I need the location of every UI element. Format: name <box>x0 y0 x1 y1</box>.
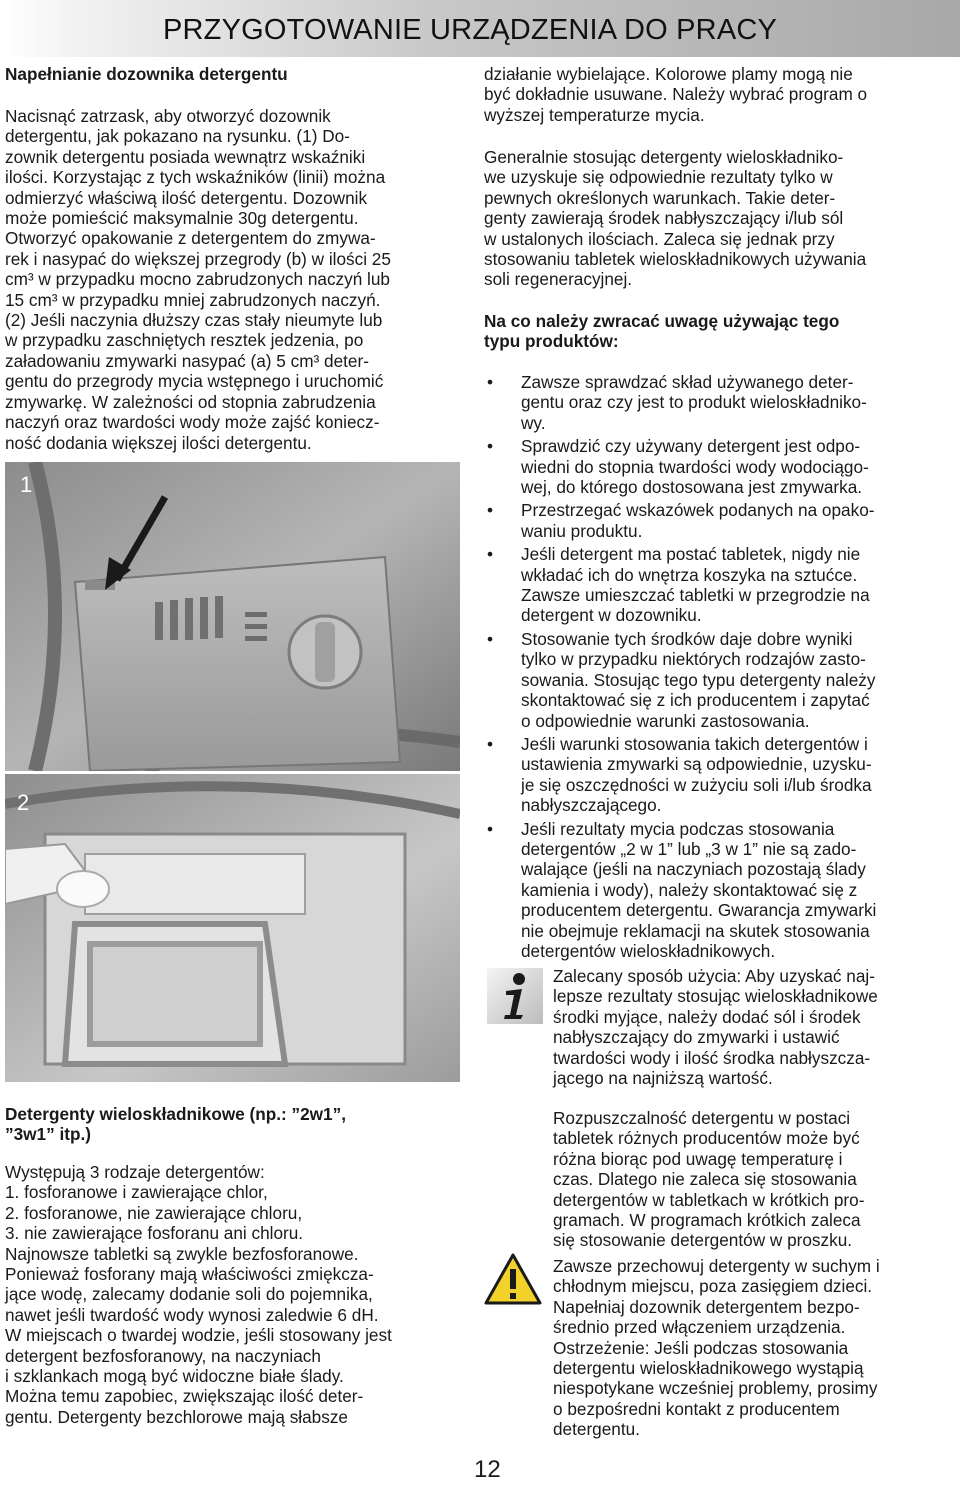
filling-paragraph <box>5 106 460 453</box>
bullet-text-line: sowania. Stosując tego typu detergenty należy <box>521 669 876 690</box>
text-line: Można temu zapobiec, zwiększając ilość deter- <box>5 1386 364 1407</box>
text-line: załadowaniu zmywarki nasypać (a) 5 cm³ deter- <box>5 350 369 371</box>
general-paragraph <box>484 147 944 290</box>
bullet-text-line: Stosowanie tych środków daje dobre wyniki <box>521 628 853 649</box>
text-line: detergentów w tabletkach w krótkich pro- <box>553 1189 865 1210</box>
figure-1-dispenser-photo <box>5 462 460 771</box>
text-line: średnio przed włączeniem urządzenia. <box>553 1317 846 1338</box>
text-line: naczyń oraz twardości wody może zajść koniecz- <box>5 412 380 433</box>
bullet-text-line: detergentów wieloskładnikowych. <box>521 940 776 961</box>
bullet-icon: • <box>487 733 494 754</box>
text-line: Generalnie stosując detergenty wieloskładniko- <box>484 147 844 167</box>
bullet-text-line: tylko w przypadku niektórych rodzajów zasto- <box>521 649 866 670</box>
bullet-text-line: Jeśli detergent ma postać tabletek, nigdy nie <box>521 544 861 565</box>
text-line: detergent bezfosforanowy, na naczyniach <box>5 1345 321 1366</box>
bullet-text-line: Zawsze sprawdzać skład używanego deter- <box>521 372 854 392</box>
text-line: 3. nie zawierające fosforanu ani chloru. <box>5 1223 304 1244</box>
bullet-item <box>484 372 944 433</box>
bullet-text-line: nie obejmuje reklamacji na skutek stosowania <box>521 920 870 941</box>
text-line: zownik detergentu posiada wewnątrz wskaźniki <box>5 146 366 167</box>
text-line: Najnowsze tabletki są zwykle bezfosforanowe. <box>5 1243 359 1264</box>
bullet-text-line: wkładać ich do wnętrza koszyka na sztućce. <box>521 564 858 585</box>
text-line: ność dodania większej ilości detergentu. <box>5 432 312 453</box>
text-line: twardości wody i ilość środka nabłyszcza- <box>553 1047 871 1068</box>
bullet-text-line: waniu produktu. <box>521 520 643 541</box>
warning-icon <box>484 1253 542 1310</box>
text-line: gentu. Detergenty bezchlorowe mają słabsze <box>5 1406 348 1427</box>
text-line: czas. Dlatego nie zaleca się stosowania <box>553 1169 857 1190</box>
heading-line: ”3w1” itp.) <box>5 1124 91 1145</box>
text-line: gramach. W programach krótkich zaleca <box>553 1210 861 1231</box>
text-line: Zawsze przechowuj detergenty w suchym i <box>553 1256 880 1276</box>
bleach-paragraph <box>484 64 944 125</box>
bullet-text-line: producentem detergentu. Gwarancja zmywarki <box>521 900 877 921</box>
text-line: jące wodę, zalecamy dodanie soli do pojemnika, <box>5 1284 373 1305</box>
bullet-text-line: wej, do którego dostosowana jest zmywarka. <box>521 477 863 498</box>
text-line: działanie wybielające. Kolorowe plamy mogą nie <box>484 64 853 84</box>
text-line: Ostrzeżenie: Jeśli podczas stosowania <box>553 1337 849 1358</box>
bullet-text-line: nabłyszczającego. <box>521 795 662 816</box>
text-line: detergentu wieloskładnikowego wystąpią <box>553 1358 864 1379</box>
bullet-item <box>484 544 944 626</box>
text-line: (2) Jeśli naczynia dłuższy czas stały nieumyte lub <box>5 310 383 331</box>
text-line: i szklankach mogą być widoczne białe ślady. <box>5 1366 344 1387</box>
text-line: w ustalonych ilościach. Zaleca się jednak przy <box>484 228 835 249</box>
text-line: Zalecany sposób użycia: Aby uzyskać naj- <box>553 966 875 986</box>
bullet-text-line: wiedni do stopnia twardości wody wodociągo- <box>521 456 869 477</box>
bullet-text-line: skontaktować się z ich producentem i zapytać <box>521 690 870 711</box>
dispenser-filling-illustration <box>5 774 460 1082</box>
text-line: chłodnym miejscu, poza zasięgiem dzieci. <box>553 1276 873 1297</box>
text-line: Nacisnąć zatrzask, aby otworzyć dozownik <box>5 106 331 126</box>
text-line: detergentu, jak pokazano na rysunku. (1) Do- <box>5 126 350 147</box>
text-line: Otworzyć opakowanie z detergentem do zmywa- <box>5 228 376 249</box>
multi-detergent-paragraph <box>5 1162 460 1427</box>
text-line: Ponieważ fosforany mają właściwości zmiękcza- <box>5 1264 374 1285</box>
bullet-icon: • <box>487 372 494 392</box>
text-line: zmywarkę. W zależności od stopnia zabrudzenia <box>5 391 376 412</box>
text-line: ilości. Korzystając z tych wskaźników (linii) można <box>5 167 386 188</box>
bullet-icon: • <box>487 544 494 565</box>
text-line: 1. fosforanowe i zawierające chlor, <box>5 1182 268 1203</box>
bullet-text-line: o odpowiednie warunki zastosowania. <box>521 710 810 731</box>
attention-bullet-list <box>484 372 944 964</box>
text-line: środki myjące, należy dodać sól i środek <box>553 1006 861 1027</box>
text-line: cm³ w przypadku mocno zabrudzonych naczyń lub <box>5 269 390 290</box>
text-line: rek i nasypać do większej przegrody (b) w ilości 25 <box>5 248 391 269</box>
text-line: w przypadku zaschniętych resztek jedzenia, po <box>5 330 364 351</box>
text-line: niespotykane wcześniej problemy, prosimy <box>553 1378 878 1399</box>
text-line: o bezpośredni kontakt z producentem <box>553 1398 840 1419</box>
text-line: wyższej temperaturze mycia. <box>484 104 705 125</box>
text-line: 2. fosforanowe, nie zawierające chloru, <box>5 1202 303 1223</box>
heading-line: Detergenty wieloskładnikowe (np.: ”2w1”, <box>5 1104 346 1124</box>
text-line: we uzyskuje się odpowiednie rezultaty tylko w <box>484 167 833 188</box>
bullet-item <box>484 500 944 541</box>
bullet-text-line: walające (jeśli na naczyniach pozostają ślady <box>521 859 866 880</box>
text-line: W miejscach o twardej wodzie, jeśli stosowany jest <box>5 1325 392 1346</box>
bullet-text-line: ustawienia zmywarki są odpowiednie, uzysku- <box>521 754 872 775</box>
text-line: różna biorąc pod uwagę temperaturę i <box>553 1148 843 1169</box>
text-line: być dokładnie usuwane. Należy wybrać program o <box>484 84 868 105</box>
text-line: nawet jeśli twardość wody wynosi zaledwie 6 dH. <box>5 1304 379 1325</box>
warning-paragraph <box>553 1256 953 1440</box>
page-header <box>0 0 960 57</box>
text-line: Napełniaj dozownik detergentem bezpo- <box>553 1296 860 1317</box>
bullet-text-line: Jeśli rezultaty mycia podczas stosowania <box>521 818 835 839</box>
text-line: Rozpuszczalność detergentu w postaci <box>553 1108 851 1128</box>
info-paragraph <box>553 966 953 1088</box>
text-line: pewnych określonych warunkach. Takie deter- <box>484 187 836 208</box>
text-line: detergentu. <box>553 1419 640 1440</box>
attention-heading <box>484 311 944 352</box>
section-heading-filling: Napełnianie dozownika detergentu <box>5 64 288 84</box>
bullet-text-line: Przestrzegać wskazówek podanych na opako- <box>521 500 875 521</box>
dispenser-illustration <box>5 462 460 771</box>
bullet-item <box>484 734 944 816</box>
text-line: odmierzyć właściwą ilość detergentu. Dozownik <box>5 187 368 208</box>
bullet-icon: • <box>487 500 494 521</box>
heading-line: Na co należy zwracać uwagę używając tego <box>484 311 840 331</box>
bullet-text-line: detergent w dozowniku. <box>521 605 702 626</box>
bullet-text-line: Sprawdzić czy używany detergent jest odpo- <box>521 436 861 457</box>
text-line: soli regeneracyjnej. <box>484 269 633 290</box>
text-line: gentu do przegrody mycia wstępnego i uruchomić <box>5 371 384 392</box>
bullet-text-line: Jeśli warunki stosowania takich detergentów i <box>521 733 868 754</box>
bullet-icon: • <box>487 818 494 839</box>
bullet-text-line: kamienia i wody), należy skontaktować się z <box>521 879 858 900</box>
text-line: genty zawierają środek nabłyszczający i/lub sól <box>484 208 844 229</box>
page-title: PRZYGOTOWANIE URZĄDZENIA DO PRACY <box>163 14 778 46</box>
bullet-item <box>484 436 944 497</box>
text-line: jącego na najniższą wartość. <box>553 1068 773 1089</box>
figure-2-dispenser-photo <box>5 774 460 1082</box>
text-line: lepsze rezultaty stosując wieloskładnikowe <box>553 986 878 1007</box>
bullet-item <box>484 629 944 731</box>
text-line: stosowaniu tabletek wieloskładnikowych używania <box>484 249 867 270</box>
bullet-item <box>484 819 944 962</box>
text-line: Występują 3 rodzaje detergentów: <box>5 1162 265 1182</box>
page-number: 12 <box>474 1456 501 1483</box>
text-line: tabletek różnych producentów może być <box>553 1128 860 1149</box>
bullet-icon: • <box>487 628 494 649</box>
heading-line: typu produktów: <box>484 331 619 352</box>
bullet-text-line: wy. <box>521 412 546 433</box>
bullet-icon: • <box>487 436 494 457</box>
figure-2-number: 2 <box>17 790 30 815</box>
info-icon <box>486 967 544 1030</box>
bullet-text-line: Zawsze umieszczać tabletki w przegrodzie na <box>521 585 870 606</box>
solubility-paragraph <box>553 1108 953 1251</box>
bullet-text-line: je się oszczędności w zużyciu soli i/lub środka <box>521 774 872 795</box>
bullet-text-line: detergentów „2 w 1” lub „3 w 1” nie są zado- <box>521 838 857 859</box>
text-line: nabłyszczający do zmywarki i ustawić <box>553 1027 840 1048</box>
figure-1-number: 1 <box>20 472 33 497</box>
text-line: może pomieścić maksymalnie 30g detergentu. <box>5 208 359 229</box>
text-line: 15 cm³ w przypadku mniej zabrudzonych naczyń. <box>5 289 381 310</box>
text-line: się stosowanie detergentów w proszku. <box>553 1230 853 1251</box>
bullet-text-line: gentu oraz czy jest to produkt wieloskładniko- <box>521 392 867 413</box>
multi-detergent-heading <box>5 1104 460 1145</box>
